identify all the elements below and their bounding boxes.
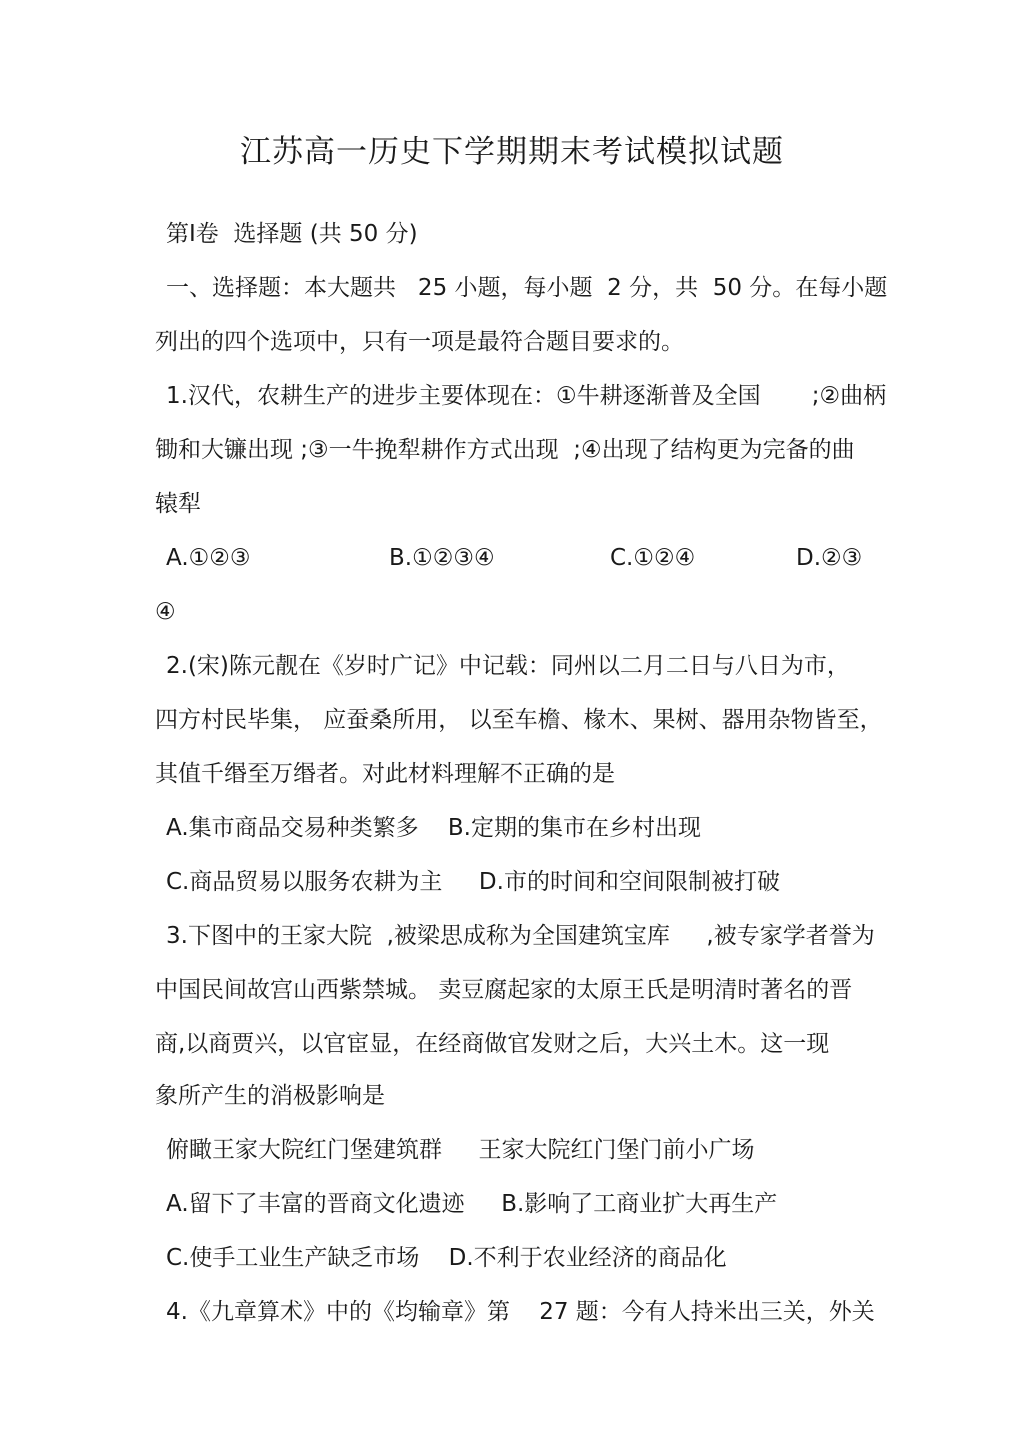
question-3-stem: 商,以商贾兴，以官宦显，在经商做官发财之后，大兴土木。这一现 xyxy=(155,1031,830,1057)
question-2-options: A.集市商品交易种类繁多 B.定期的集市在乡村出现 xyxy=(166,815,701,841)
image-captions: 俯瞰王家大院红门堡建筑群 王家大院红门堡门前小广场 xyxy=(166,1137,755,1163)
question-1-option-b: B.①②③④ xyxy=(389,545,495,571)
question-2-stem: 2.(宋)陈元靓在《岁时广记》中记载：同州以二月二日与八日为市， xyxy=(166,653,850,679)
question-3-options: C.使手工业生产缺乏市场 D.不利于农业经济的商品化 xyxy=(166,1245,727,1271)
question-2-stem: 其值千缗至万缗者。对此材料理解不正确的是 xyxy=(155,761,615,787)
question-1-stem: 辕犁 xyxy=(155,491,201,517)
question-2-stem: 四方村民毕集， 应蚕桑所用， 以至车檐、椽木、果树、器用杂物皆至， xyxy=(155,707,883,733)
question-3-stem: 中国民间故宫山西紫禁城。 卖豆腐起家的太原王氏是明清时著名的晋 xyxy=(155,977,853,1003)
question-1-option-d: ④ xyxy=(155,599,176,625)
question-2-options: C.商品贸易以服务农耕为主 D.市的时间和空间限制被打破 xyxy=(166,869,780,895)
question-3-stem: 象所产生的消极影响是 xyxy=(155,1083,385,1109)
document-title: 江苏高一历史下学期期末考试模拟试题 xyxy=(240,134,784,170)
instruction-line: 列出的四个选项中，只有一项是最符合题目要求的。 xyxy=(155,329,684,355)
question-1-option-d: D.②③ xyxy=(796,545,863,571)
question-1-option-c: C.①②④ xyxy=(610,545,696,571)
question-3-options: A.留下了丰富的晋商文化遗迹 B.影响了工商业扩大再生产 xyxy=(166,1191,778,1217)
question-4-stem: 4.《九章算术》中的《均输章》第 27 题：今有人持米出三关，外关 xyxy=(166,1299,875,1325)
question-1-option-a: A.①②③ xyxy=(166,545,251,571)
instruction-line: 一、选择题：本大题共 25 小题，每小题 2 分，共 50 分。在每小题 xyxy=(166,275,888,301)
question-1-stem: 锄和大镰出现 ;③一牛挽犁耕作方式出现 ;④出现了结构更为完备的曲 xyxy=(155,437,855,463)
question-1-stem: 1.汉代，农耕生产的进步主要体现在：①牛耕逐渐普及全国 ;②曲柄 xyxy=(166,383,887,409)
section-heading: 第Ⅰ卷 选择题 (共 50 分) xyxy=(166,221,418,247)
question-3-stem: 3.下图中的王家大院 ,被梁思成称为全国建筑宝库 ,被专家学者誉为 xyxy=(166,923,875,949)
